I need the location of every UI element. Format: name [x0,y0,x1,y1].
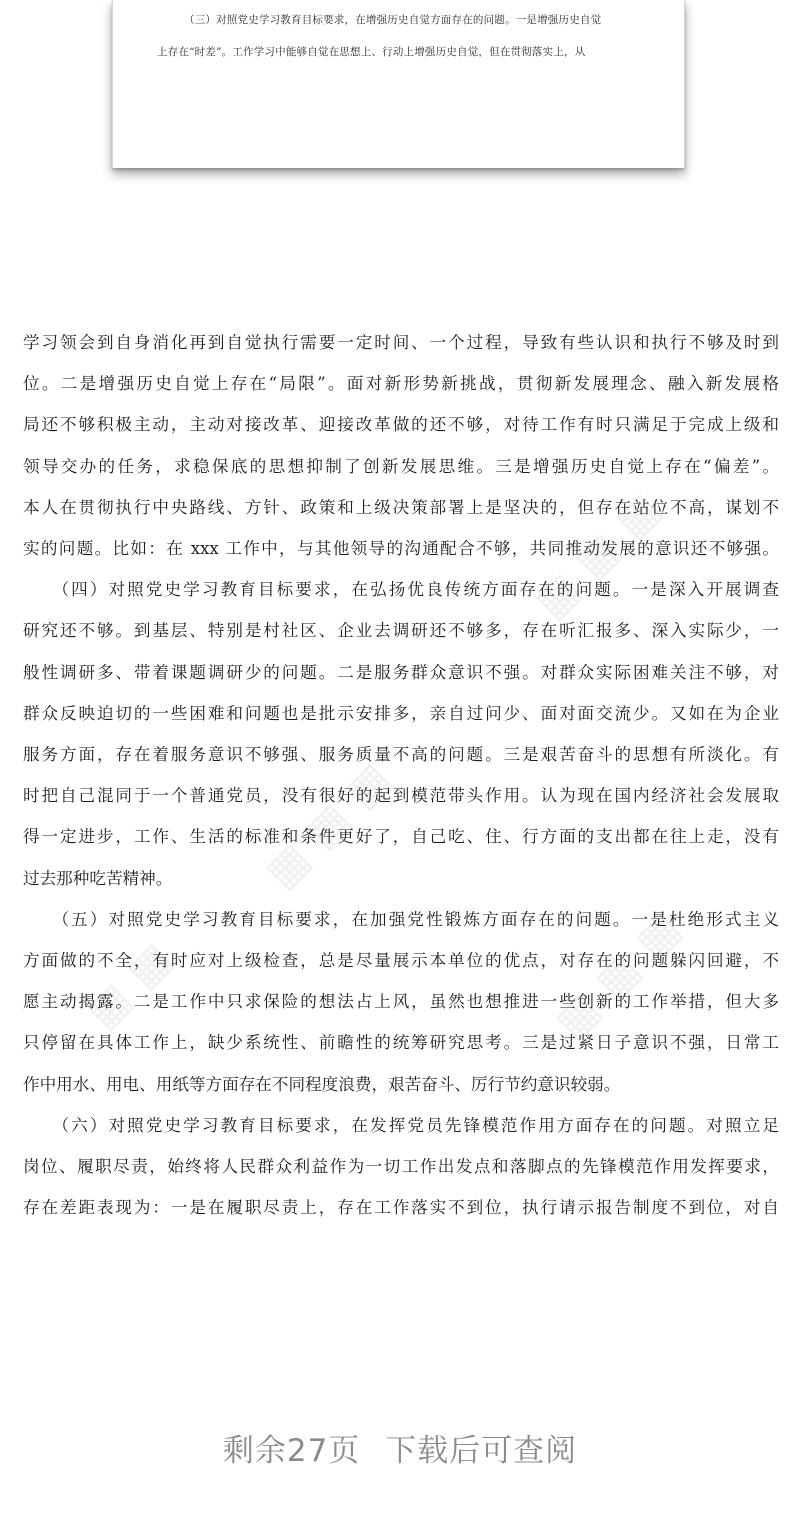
text-line: 岗位、履职尽责，始终将人民群众利益作为一切工作出发点和落脚点的先锋模范作用发挥要求， [23,1157,779,1177]
text-line: 位。二是增强历史自觉上存在“局限”。面对新形势新挑战，贯彻新发展理念、融入新发展格 [23,374,779,394]
text-line: 得一定进步，工作、生活的标准和条件更好了，自己吃、住、行方面的支出都在往上走，没有 [23,827,779,847]
text-line: 方面做的不全，有时应对上级检查，总是尽量展示本单位的优点，对存在的问题躲闪回避，不 [23,951,779,971]
text-line: 存在差距表现为：一是在履职尽责上，存在工作落实不到位，执行请示报告制度不到位，对自 [23,1198,779,1218]
text-line: （五）对照党史学习教育目标要求，在加强党性锻炼方面存在的问题。一是杜绝形式主义 [23,909,779,929]
watermark: ▦ ▦ ▦ [254,752,401,899]
preview-line: 上存在“时差”。工作学习中能够自觉在思想上、行动上增强历史自觉，但在贯彻落实上，从 [157,46,586,58]
text-line: （六）对照党史学习教育目标要求，在发挥党员先锋模范作用方面存在的问题。对照立足 [23,1115,779,1135]
watermark: ▦ ▦ ▦ [524,482,671,629]
watermark: ▦ ▦ ▦ [544,902,691,1049]
text-line: 愿主动揭露。二是工作中只求保险的想法占上风，虽然也想推进一些创新的工作举措，但大多 [23,992,779,1012]
preview-line: （三）对照党史学习教育目标要求，在增强历史自觉方面存在的问题。一是增强历史自觉 [184,14,602,26]
text-line: 领导交办的任务，求稳保底的思想抑制了创新发展思维。三是增强历史自觉上存在“偏差”。 [23,456,779,476]
text-line: 过去那种吃苦精神。 [23,868,173,888]
text-line: 实的问题。比如：在 xxx 工作中，与其他领导的沟通配合不够，共同推动发展的意识还不够强。 [23,539,779,559]
text-line: 服务方面，存在着服务意识不够强、服务质量不高的问题。三是艰苦奋斗的思想有所淡化。有 [23,745,779,765]
text-line: （四）对照党史学习教育目标要求，在弘扬优良传统方面存在的问题。一是深入开展调查 [23,580,779,600]
text-line: 本人在贯彻执行中央路线、方针、政策和上级决策部署上是坚决的，但存在站位不高，谋划不 [23,497,779,517]
previous-page-preview [112,0,685,168]
download-to-view-label: 下载后可查阅 [385,1433,578,1469]
text-line: 般性调研多、带着课题调研少的问题。二是服务群众意识不强。对群众实际困难关注不够，对 [23,662,779,682]
text-line: 群众反映迫切的一些困难和问题也是批示安排多，亲自过问少、面对面交流少。又如在为企业 [23,703,779,723]
remaining-pages-count: 剩余27页 [222,1433,361,1469]
text-line: 研究还不够。到基层、特别是村社区、企业去调研还不够多，存在听汇报多、深入实际少，一 [23,621,779,641]
remaining-pages-notice[interactable] [0,1425,800,1470]
text-line: 作中用水、用电、用纸等方面存在不同程度浪费，艰苦奋斗、厉行节约意识较弱。 [23,1074,621,1094]
text-line: 学习领会到自身消化再到自觉执行需要一定时间、一个过程，导致有些认识和执行不够及时到 [23,333,779,352]
text-line: 只停留在具体工作上，缺少系统性、前瞻性的统筹研究思考。三是过紧日子意识不强，日常工 [23,1033,779,1053]
document-body [23,322,779,1228]
watermark: ▦ ▦ [76,932,183,1039]
text-line: 时把自己混同于一个普通党员，没有很好的起到模范带头作用。认为现在国内经济社会发展取 [23,786,779,806]
text-line: 局还不够积极主动，主动对接改革、迎接改革做的还不够，对待工作有时只满足于完成上级和 [23,415,779,435]
